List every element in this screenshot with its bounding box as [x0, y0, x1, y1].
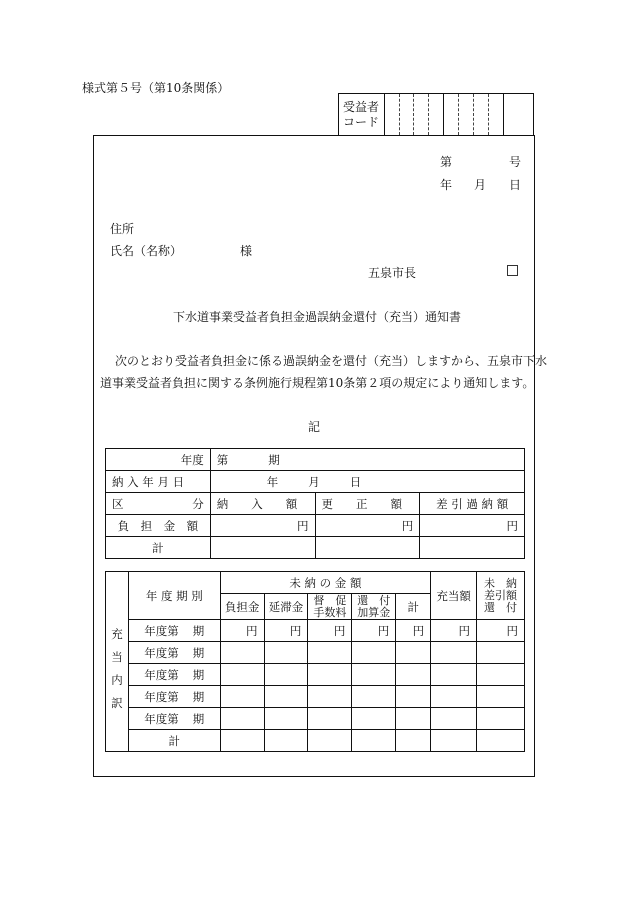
name-label: 氏名（名称） [110, 244, 183, 258]
allocation-breakdown-table [105, 571, 525, 752]
amount-cell: 円 [477, 620, 525, 642]
table-row [106, 708, 525, 730]
table-row [106, 730, 525, 752]
amount-cell [308, 642, 352, 664]
code-digit-divider [428, 94, 429, 135]
date-month: 月 [474, 178, 487, 192]
amount-cell [477, 664, 525, 686]
amount-cell [264, 642, 308, 664]
amount-cell [431, 686, 477, 708]
row-nendo: 年度第 [144, 711, 179, 726]
period-cell [128, 664, 220, 686]
amount-cell [220, 664, 264, 686]
total-label: 計 [128, 730, 220, 752]
row-nendo: 年度第 [144, 645, 179, 660]
total-paid-cell [210, 537, 315, 559]
amount-cell [220, 730, 264, 752]
payment-date-cell [210, 471, 524, 493]
kubun-bun: 分 [192, 496, 204, 511]
body-line-1: 次のとおり受益者負担金に係る過誤納金を還付（充当）しますから、五泉市下水 [115, 354, 548, 368]
ki-heading: 記 [308, 420, 321, 434]
refund-summary-table [105, 448, 525, 559]
side-char-1: 充 [111, 626, 123, 641]
amount-cell [352, 686, 396, 708]
amount-cell [220, 686, 264, 708]
amount-cell: 円 [220, 620, 264, 642]
amount-cell [308, 730, 352, 752]
seal-mark [507, 264, 518, 278]
amount-cell [264, 708, 308, 730]
amount-cell [431, 708, 477, 730]
notice-number-suffix: 号 [509, 155, 522, 169]
issuer: 五泉市長 [368, 266, 417, 280]
amount-cell [264, 686, 308, 708]
payment-date-label: 納 入 年 月 日 [106, 471, 211, 493]
code-digit-divider [413, 94, 414, 135]
honorific: 様 [240, 244, 253, 258]
beneficiary-code-label [343, 100, 379, 130]
code-divider [443, 94, 444, 135]
address-label: 住所 [110, 222, 135, 236]
corrected-amount-header: 更 正 額 [315, 493, 420, 515]
burden-header: 負担金 [220, 594, 264, 620]
amount-cell [431, 642, 477, 664]
unpaid-header: 未 納 の 金 額 [220, 572, 431, 594]
side-char-4: 訳 [111, 695, 123, 710]
payment-year: 年 [266, 474, 279, 489]
notice-number-prefix: 第 [440, 155, 453, 169]
amount-cell: 円 [431, 620, 477, 642]
total-overpaid-cell [420, 537, 525, 559]
amount-cell [431, 664, 477, 686]
amount-cell [220, 708, 264, 730]
amount-cell [352, 642, 396, 664]
code-digit-divider [473, 94, 474, 135]
kubun-header [106, 493, 211, 515]
code-divider [503, 94, 504, 135]
code-label-line2: コード [343, 115, 380, 129]
amount-cell [477, 730, 525, 752]
allocation-side-label [106, 572, 129, 752]
amount-cell: 円 [308, 620, 352, 642]
row-ki: 期 [192, 689, 205, 704]
reminder-fee-header [308, 594, 352, 620]
payment-day: 日 [349, 474, 362, 489]
amount-cell [396, 708, 431, 730]
amount-cell [308, 708, 352, 730]
code-digit-divider [458, 94, 459, 135]
table-row [106, 572, 525, 594]
amount-cell [477, 642, 525, 664]
table-row [106, 686, 525, 708]
table-row [106, 620, 525, 642]
remaining-header [477, 572, 525, 620]
total-corrected-cell [315, 537, 420, 559]
burden-amount-label: 負 担 金 額 [106, 515, 211, 537]
date-year: 年 [440, 178, 453, 192]
reminder-fee-header-2: 手数料 [313, 605, 347, 619]
amount-cell [477, 686, 525, 708]
table-row [106, 642, 525, 664]
code-digit-divider [399, 94, 400, 135]
code-label-line1: 受益者 [343, 100, 380, 114]
overpaid-amount-header: 差 引 過 納 額 [420, 493, 525, 515]
amount-cell [396, 730, 431, 752]
period-header: 年 度 期 別 [128, 572, 220, 620]
reminder-fee-header-1: 督 促 [313, 593, 347, 607]
table-row [106, 515, 525, 537]
date-day: 日 [509, 178, 522, 192]
row-ki: 期 [192, 711, 205, 726]
form-number: 様式第５号（第10条関係） [82, 81, 230, 95]
side-char-3: 内 [111, 672, 123, 687]
amount-cell: 円 [352, 620, 396, 642]
amount-cell [352, 664, 396, 686]
row-ki: 期 [192, 645, 205, 660]
nendo-label: 年度 [106, 449, 211, 471]
beneficiary-code-box [338, 93, 534, 135]
table-row [106, 537, 525, 559]
code-digit-divider [488, 94, 489, 135]
kubun-ku: 区 [112, 496, 124, 511]
amount-cell: 円 [396, 620, 431, 642]
amount-cell [396, 686, 431, 708]
amount-cell: 円 [264, 620, 308, 642]
refund-addition-header-2: 加算金 [357, 605, 391, 619]
period-cell [128, 708, 220, 730]
remaining-header-2: 差引額 [484, 588, 518, 602]
seal-icon [507, 265, 518, 276]
paid-amount-cell: 円 [210, 515, 315, 537]
row-nendo: 年度第 [144, 689, 179, 704]
refund-addition-header [352, 594, 396, 620]
applied-amount-header: 充当額 [431, 572, 477, 620]
amount-cell [220, 642, 264, 664]
row-nendo: 年度第 [144, 623, 179, 638]
amount-cell [396, 642, 431, 664]
amount-cell [308, 664, 352, 686]
remaining-header-1: 未 納 [484, 576, 518, 590]
row-ki: 期 [192, 667, 205, 682]
row-nendo: 年度第 [144, 667, 179, 682]
remaining-header-3: 還 付 [484, 600, 518, 614]
side-char-2: 当 [111, 649, 123, 664]
amount-cell [352, 730, 396, 752]
subtotal-header: 計 [396, 594, 431, 620]
period-cell [128, 642, 220, 664]
row-ki: 期 [192, 623, 205, 638]
payment-month: 月 [308, 474, 320, 489]
period-ki: 期 [268, 452, 280, 467]
refund-addition-header-1: 還 付 [357, 593, 391, 607]
amount-cell [396, 664, 431, 686]
amount-cell [477, 708, 525, 730]
amount-cell [264, 664, 308, 686]
body-line-2: 道事業受益者負担に関する条例施行規程第10条第２項の規定により通知します。 [100, 376, 535, 390]
period-cell [128, 620, 220, 642]
code-divider [384, 94, 385, 135]
total-label: 計 [106, 537, 211, 559]
paid-amount-header: 納 入 額 [210, 493, 315, 515]
table-row [106, 493, 525, 515]
document-title: 下水道事業受益者負担金過誤納金還付（充当）通知書 [173, 310, 462, 324]
table-row [106, 449, 525, 471]
amount-cell [264, 730, 308, 752]
amount-cell [431, 730, 477, 752]
overpaid-amount-cell: 円 [420, 515, 525, 537]
period-dai: 第 [216, 452, 229, 467]
corrected-amount-cell: 円 [315, 515, 420, 537]
amount-cell [352, 708, 396, 730]
period-cell [210, 449, 524, 471]
period-cell [128, 686, 220, 708]
amount-cell [308, 686, 352, 708]
delay-fee-header: 延滞金 [264, 594, 308, 620]
table-row [106, 664, 525, 686]
table-row [106, 471, 525, 493]
